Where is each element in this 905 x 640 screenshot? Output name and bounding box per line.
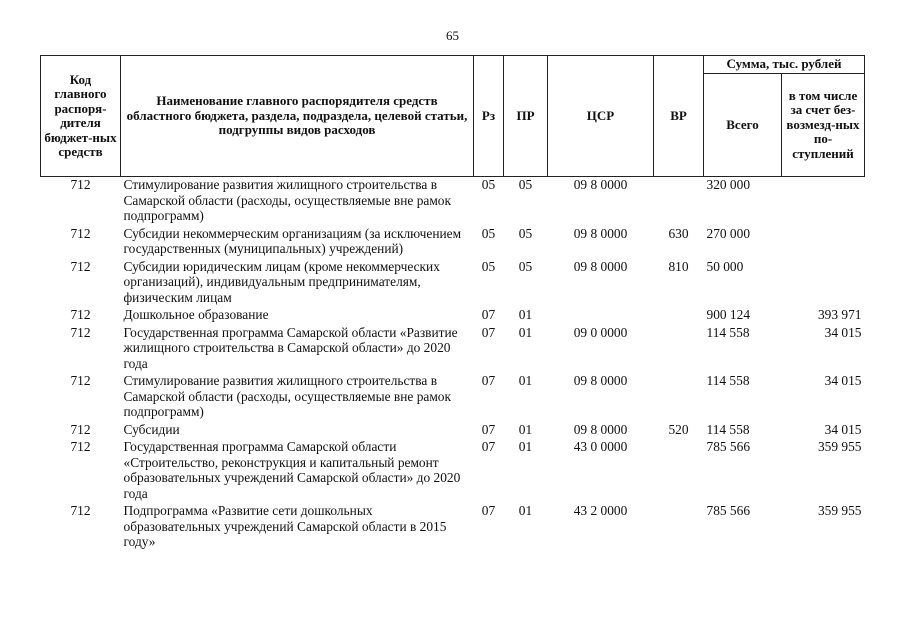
cell-rz: 05 <box>481 258 496 274</box>
cell-rz: 05 <box>481 177 496 192</box>
header-rz: Рз <box>474 56 504 177</box>
cell-pr: 01 <box>518 421 533 437</box>
cell-grant: 34 015 <box>824 373 862 388</box>
cell-pr: 05 <box>518 258 533 274</box>
table-body <box>41 177 865 552</box>
cell-total: 785 566 <box>706 503 751 518</box>
header-vr: ВР <box>654 56 704 177</box>
cell-grant <box>782 259 865 308</box>
cell-pr: 05 <box>518 225 533 241</box>
cell-grant <box>782 177 865 226</box>
table-row <box>41 422 865 440</box>
cell-total: 270 000 <box>706 225 751 241</box>
cell-code: 712 <box>70 177 91 192</box>
header-sum: Сумма, тыс. рублей <box>704 56 865 74</box>
cell-vr <box>654 439 704 503</box>
header-pr: ПР <box>504 56 548 177</box>
cell-total: 114 558 <box>706 373 750 388</box>
cell-code: 712 <box>70 225 91 241</box>
cell-code: 712 <box>70 373 91 388</box>
cell-csr <box>548 307 654 325</box>
cell-grant: 34 015 <box>824 421 862 437</box>
cell-total: 785 566 <box>706 439 751 454</box>
cell-rz: 07 <box>481 503 496 518</box>
table-row <box>41 226 865 259</box>
cell-csr: 09 8 0000 <box>573 373 628 388</box>
cell-vr <box>654 325 704 374</box>
table-row <box>41 503 865 552</box>
table-row <box>41 373 865 422</box>
cell-total: 900 124 <box>706 307 751 322</box>
cell-code: 712 <box>70 324 91 340</box>
cell-vr: 630 <box>668 225 689 241</box>
cell-pr: 05 <box>518 177 533 192</box>
table-row <box>41 259 865 308</box>
cell-name: Стимулирование развития жилищного строительства в Самарской области (расходы, осуществляемые вне рамок подпрограмм) <box>123 373 452 419</box>
cell-grant: 359 955 <box>817 439 862 454</box>
cell-csr: 43 0 0000 <box>573 439 628 454</box>
cell-code: 712 <box>70 258 91 274</box>
table-row <box>41 439 865 503</box>
cell-code: 712 <box>70 307 91 322</box>
cell-csr: 09 8 0000 <box>573 421 628 437</box>
cell-vr <box>654 307 704 325</box>
cell-vr <box>654 373 704 422</box>
budget-table <box>40 55 865 552</box>
cell-pr: 01 <box>518 439 533 454</box>
cell-total: 114 558 <box>706 324 750 340</box>
header-csr: ЦСР <box>548 56 654 177</box>
cell-rz: 07 <box>481 324 496 340</box>
cell-name: Субсидии юридическим лицам (кроме некоммерческих организаций), индивидуальным предпринимателям, физическим лицам <box>123 258 440 305</box>
cell-csr: 43 2 0000 <box>573 503 628 518</box>
cell-grant: 359 955 <box>817 503 862 518</box>
header-code: Код главного распоря-дителя бюджет-ных средств <box>41 56 121 177</box>
cell-code: 712 <box>70 421 91 437</box>
cell-vr: 520 <box>668 421 689 437</box>
table-row <box>41 307 865 325</box>
cell-name: Субсидии некоммерческим организациям (за исключением государственных (муниципальных) учреждений) <box>123 225 462 256</box>
cell-total: 50 000 <box>706 258 744 274</box>
cell-pr: 01 <box>518 373 533 388</box>
header-grant: в том числе за счет без-возмезд-ных по-ступлений <box>782 74 865 177</box>
cell-rz: 07 <box>481 373 496 388</box>
cell-rz: 07 <box>481 421 496 437</box>
cell-vr <box>654 503 704 552</box>
cell-code: 712 <box>70 439 91 454</box>
cell-grant <box>782 226 865 259</box>
cell-rz: 07 <box>481 439 496 454</box>
cell-csr: 09 8 0000 <box>573 225 628 241</box>
table-row <box>41 325 865 374</box>
cell-rz: 05 <box>481 225 496 241</box>
cell-pr: 01 <box>518 324 533 340</box>
cell-total: 320 000 <box>706 177 751 192</box>
cell-vr <box>654 177 704 226</box>
cell-pr: 01 <box>518 307 533 322</box>
page-number: 65 <box>446 28 459 43</box>
cell-csr: 09 8 0000 <box>573 177 628 192</box>
cell-name: Государственная программа Самарской области «Развитие жилищного строительства в Самарской области» до 2020 года <box>123 324 458 371</box>
cell-csr: 09 8 0000 <box>573 258 628 274</box>
cell-grant: 34 015 <box>824 324 862 340</box>
table-header <box>41 56 865 177</box>
cell-vr: 810 <box>668 258 689 274</box>
cell-rz: 07 <box>481 307 496 322</box>
cell-name: Дошкольное образование <box>123 307 269 322</box>
cell-code: 712 <box>70 503 91 518</box>
cell-name: Стимулирование развития жилищного строительства в Самарской области (расходы, осуществляемые вне рамок подпрограмм) <box>123 177 452 223</box>
cell-pr: 01 <box>518 503 533 518</box>
header-name: Наименование главного распорядителя средств областного бюджета, раздела, подраздела, целевой статьи, подгруппы видов расходов <box>121 56 474 177</box>
cell-grant: 393 971 <box>817 307 862 322</box>
header-total: Всего <box>704 74 782 177</box>
cell-csr: 09 0 0000 <box>573 324 628 340</box>
cell-name: Подпрограмма «Развитие сети дошкольных образовательных учреждений Самарской области в 2015 году» <box>123 503 447 549</box>
cell-name: Субсидии <box>123 421 180 437</box>
cell-total: 114 558 <box>706 421 750 437</box>
cell-name: Государственная программа Самарской области «Строительство, реконструкция и капитальный ремонт образовательных учреждений Самарской области» до 2020 года <box>123 439 461 501</box>
table-row <box>41 177 865 226</box>
